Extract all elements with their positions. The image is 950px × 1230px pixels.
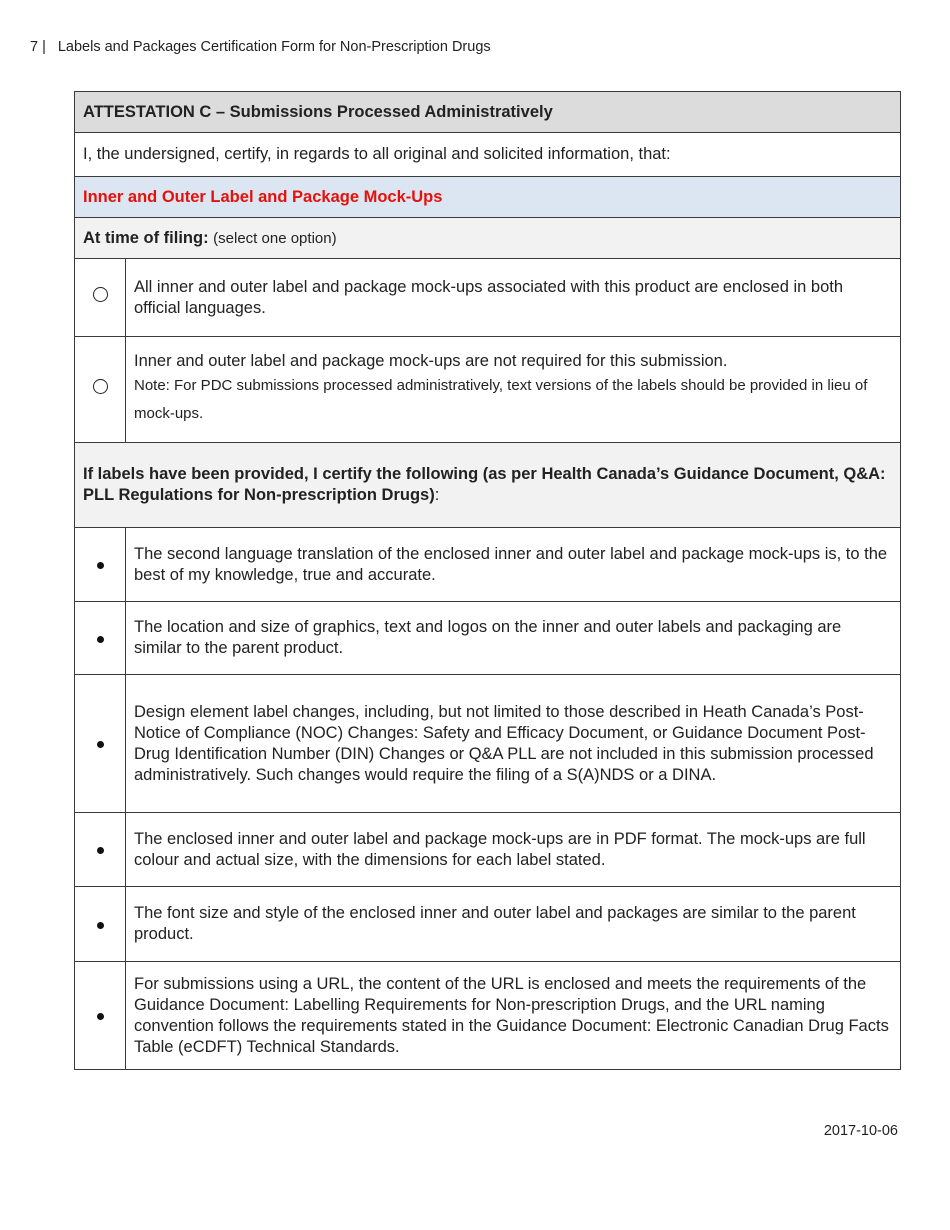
- section-heading: Inner and Outer Label and Package Mock-Ups: [75, 177, 901, 218]
- statement-row: [75, 602, 901, 675]
- radio-button-not-required[interactable]: [93, 379, 108, 394]
- bullet-icon: [97, 847, 104, 854]
- statement-row: [75, 675, 901, 813]
- statement-row: [75, 962, 901, 1070]
- certify-heading: If labels have been provided, I certify the following (as per Health Canada’s Guidance Document, Q&A: PLL Regulations for Non-prescription Drugs): [83, 465, 886, 504]
- attestation-intro: I, the undersigned, certify, in regards to all original and solicited information, that:: [75, 133, 901, 177]
- certify-heading-cell: [75, 443, 901, 528]
- option-note: Note: For PDC submissions processed administratively, text versions of the labels should be provided in lieu of mock-ups.: [134, 377, 868, 422]
- statement-text: The enclosed inner and outer label and package mock-ups are in PDF format. The mock-ups are full colour and actual size, with the dimensions for each label stated.: [126, 813, 901, 887]
- option-row: [75, 259, 901, 337]
- statement-text: The second language translation of the enclosed inner and outer label and package mock-ups is, to the best of my knowledge, true and accurate.: [126, 528, 901, 602]
- option-radio-cell[interactable]: [75, 259, 126, 337]
- page-number: 7 |: [30, 39, 46, 55]
- filing-hint: (select one option): [213, 229, 337, 247]
- bullet-icon: [97, 562, 104, 569]
- bullet-icon: [97, 636, 104, 643]
- attestation-title: ATTESTATION C – Submissions Processed Administratively: [75, 92, 901, 133]
- statement-row: [75, 887, 901, 962]
- certify-heading-suffix: :: [434, 486, 440, 504]
- statement-row: [75, 813, 901, 887]
- bullet-icon: [97, 1013, 104, 1020]
- statement-row: [75, 528, 901, 602]
- option-radio-cell[interactable]: [75, 337, 126, 443]
- attestation-table: [74, 91, 901, 1070]
- statement-text: For submissions using a URL, the content of the URL is enclosed and meets the requirements of the Guidance Document: Labelling Requirements for Non-prescription Drugs, and the URL naming convention follows the requirements stated in the Guidance Document: Electronic Canadian Drug Facts Table (eCDFT) Technical Standards.: [126, 962, 901, 1070]
- option-row: [75, 337, 901, 443]
- statement-text: Design element label changes, including, but not limited to those described in Heath Canada’s Post-Notice of Compliance (NOC) Changes: Safety and Efficacy Document, or Guidance Document Post-Drug Identification Number (DIN) Changes or Q&A PLL are not included in this submission processed administratively. Such changes would require the filing of a S(A)NDS or a DINA.: [126, 675, 901, 813]
- filing-row: [75, 218, 901, 259]
- option-text: Inner and outer label and package mock-ups are not required for this submission.: [134, 352, 728, 370]
- footer-date: 2017-10-06: [823, 1123, 898, 1139]
- filing-label: At time of filing:: [83, 228, 209, 247]
- bullet-icon: [97, 922, 104, 929]
- option-cell: [126, 337, 901, 443]
- bullet-icon: [97, 741, 104, 748]
- radio-button-enclosed[interactable]: [93, 287, 108, 302]
- page-header: [30, 39, 491, 55]
- statement-text: The font size and style of the enclosed inner and outer label and packages are similar to the parent product.: [126, 887, 901, 962]
- option-text: All inner and outer label and package mock-ups associated with this product are enclosed in both official languages.: [126, 259, 901, 337]
- document-title: Labels and Packages Certification Form for Non-Prescription Drugs: [57, 39, 491, 55]
- statement-text: The location and size of graphics, text and logos on the inner and outer labels and packaging are similar to the parent product.: [126, 602, 901, 675]
